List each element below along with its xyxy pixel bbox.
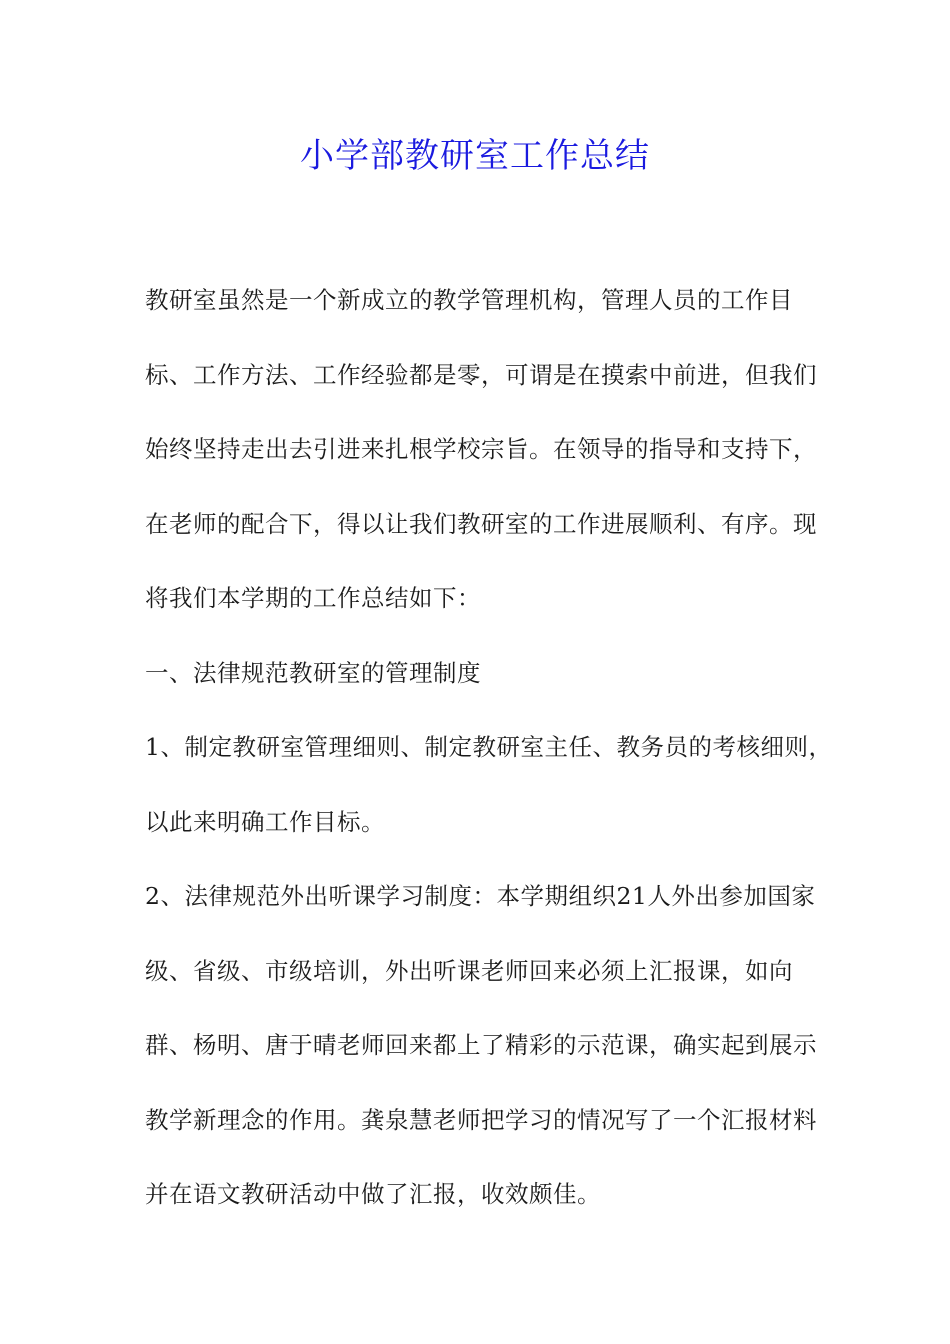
intro-paragraph: 教研室虽然是一个新成立的教学管理机构，管理人员的工作目标、工作方法、工作经验都是零，可谓是在摸索中前进，但我们始终坚持走出去引进来扎根学校宗旨。在领导的指导和支持下，在老师的配合下，得以让我们教研室的工作进展顺利、有序。现将我们本学期的工作总结如下： <box>145 286 817 612</box>
document-title: 小学部教研室工作总结 <box>300 136 650 176</box>
list-item-2: 2、法律规范外出听课学习制度：本学期组织21人外出参加国家级、省级、市级培训，外出听课老师回来必须上汇报课，如向群、杨明、唐于晴老师回来都上了精彩的示范课，确实起到展示教学新理念的作用。龚泉慧老师把学习的情况写了一个汇报材料并在语文教研活动中做了汇报，收效颇佳。 <box>145 882 817 1208</box>
list-item-1: 1、制定教研室管理细则、制定教研室主任、教务员的考核细则，以此来明确工作目标。 <box>145 733 833 836</box>
section-heading: 一、法律规范教研室的管理制度 <box>145 658 481 687</box>
document-body <box>145 263 835 1232</box>
